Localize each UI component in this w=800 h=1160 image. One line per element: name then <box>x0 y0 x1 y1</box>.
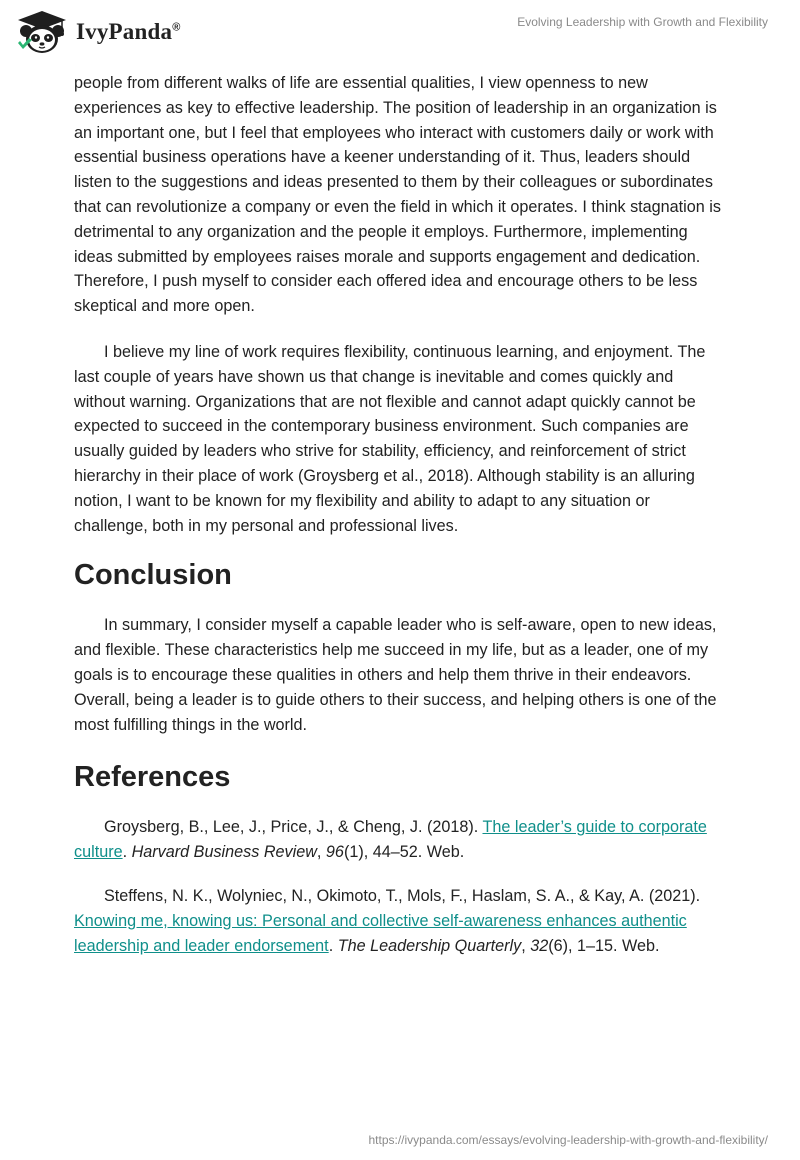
references-heading: References <box>74 761 231 794</box>
logo-text: IvyPanda® <box>76 19 181 44</box>
panda-graduate-icon <box>14 9 70 55</box>
reference-link[interactable]: Knowing me, knowing us: Personal and collective self-awareness enhances authentic leadership and leader endorsement <box>74 911 687 955</box>
reference-link[interactable]: The leader’s guide to corporate culture <box>74 818 707 862</box>
document-title: Evolving Leadership with Growth and Flexibility <box>517 15 768 29</box>
essay-content <box>74 71 726 977</box>
reference-entry: Groysberg, B., Lee, J., Price, J., & Cheng, J. (2018). The leader’s guide to corporate culture. Harvard Business Review, 96(1), 44–52. Web. <box>74 818 707 862</box>
footer-url[interactable]: https://ivypanda.com/essays/evolving-leadership-with-growth-and-flexibility/ <box>368 1133 768 1147</box>
conclusion-heading: Conclusion <box>74 559 232 592</box>
body-paragraph: people from different walks of life are essential qualities, I view openness to new experiences as key to effective leadership. The position of leadership in an organization is an important one, but I feel that employees who interact with customers daily or work with essential business operations have a keener understanding of it. Thus, leaders should listen to the suggestions and ideas presented to them by their colleagues or subordinates that can revolutionize a company or even the field in which it operates. I think stagnation is detrimental to any organization and the people it employs. Furthermore, implementing ideas submitted by employees raises morale and supports engagement and dedication. Therefore, I push myself to consider each offered idea and encourage others to be less skeptical and more open. <box>74 74 721 316</box>
body-paragraph: I believe my line of work requires flexibility, continuous learning, and enjoyment. The last couple of years have shown us that change is inevitable and comes quickly and without warning. Organizations that are not flexible and cannot adapt quickly cannot be expected to succeed in the contemporary business environment. Such companies are usually guided by leaders who strive for stability, efficiency, and reinforcement of strict hierarchy in their place of work (Groysberg et al., 2018). Although stability is an alluring notion, I want to be known for my flexibility and ability to adapt to any situation or challenge, both in my personal and professional lives. <box>74 342 706 535</box>
conclusion-paragraph: In summary, I consider myself a capable leader who is self-aware, open to new ideas, and flexible. These characteristics help me succeed in my life, but as a leader, one of my goals is to encourage these qualities in others and help them thrive in their endeavors. Overall, being a leader is to guide others to their success, and helping others is one of the most fulfilling things in the world. <box>74 616 717 734</box>
reference-entry: Steffens, N. K., Wolyniec, N., Okimoto, T., Mols, F., Haslam, S. A., & Kay, A. (2021). Knowing me, knowing us: Personal and collective self-awareness enhances authentic leadership and leader endorsement. The Leadership Quarterly, 32(6), 1–15. Web. <box>74 886 701 955</box>
logo[interactable] <box>14 8 181 56</box>
